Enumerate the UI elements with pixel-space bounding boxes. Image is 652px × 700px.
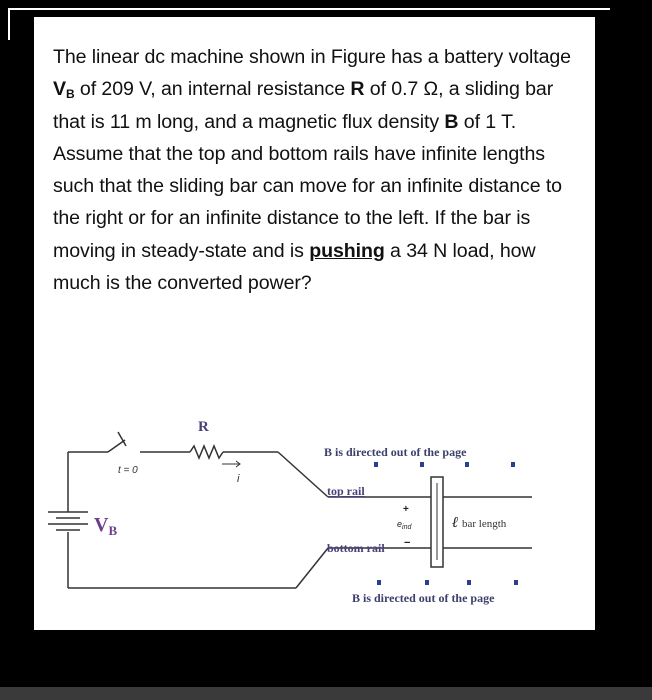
length-symbol: ℓ	[452, 515, 459, 531]
length-label: bar length	[462, 518, 507, 530]
resistor-label: R	[198, 419, 209, 435]
b-field-dot	[514, 580, 518, 585]
b-field-dot	[377, 580, 381, 585]
battery-voltage-symbol: $V_B$	[53, 78, 75, 102]
b-field-caption-bottom: B is directed out of the page	[352, 591, 495, 605]
problem-text-2: of 209 V, an internal resistance	[74, 78, 351, 101]
b-field-dots-top	[374, 462, 515, 467]
plus-sign: +	[403, 504, 409, 515]
switch-time-label: t = 0	[118, 465, 138, 476]
top-rail-label: top rail	[327, 484, 365, 498]
switch-blade	[108, 440, 125, 452]
problem-text-5: a 34 N load, how much is the converted power?	[53, 239, 536, 295]
resistor-zigzag	[190, 446, 223, 458]
resistance-symbol: R	[350, 78, 365, 101]
problem-text-3: of 0.7 Ω, a sliding bar that is 11 m long, and a magnetic flux density	[53, 78, 554, 133]
b-field-dot	[511, 462, 515, 467]
minus-sign: −	[404, 537, 411, 549]
induced-emf-label: $e_{ind}$	[397, 519, 412, 531]
b-field-dot	[465, 462, 469, 467]
b-field-caption-top: B is directed out of the page	[324, 445, 467, 459]
top-rail-connector	[278, 452, 328, 497]
b-field-dot	[420, 462, 424, 467]
problem-text-4: of 1 T. Assume that the top and bottom rails have infinite lengths such that the sliding bar can move for an infinite distance to the right or for an infinite distance to the left. If the bar is moving in steady-state and is	[53, 110, 562, 262]
bottom-rail-connector	[296, 548, 328, 588]
current-label: i	[237, 473, 240, 485]
bottom-strip	[0, 687, 652, 700]
pushing-emphasis: pushing	[309, 239, 385, 262]
battery-label: $V_B$	[94, 514, 118, 538]
problem-text-1: The linear dc machine shown in Figure has a battery voltage	[53, 46, 571, 68]
b-field-dot	[425, 580, 429, 585]
b-field-dot	[467, 580, 471, 585]
b-field-dot	[374, 462, 378, 467]
bottom-rail-label: bottom rail	[327, 541, 385, 555]
b-field-dots-bottom	[377, 580, 518, 585]
flux-density-symbol: B	[444, 110, 459, 133]
